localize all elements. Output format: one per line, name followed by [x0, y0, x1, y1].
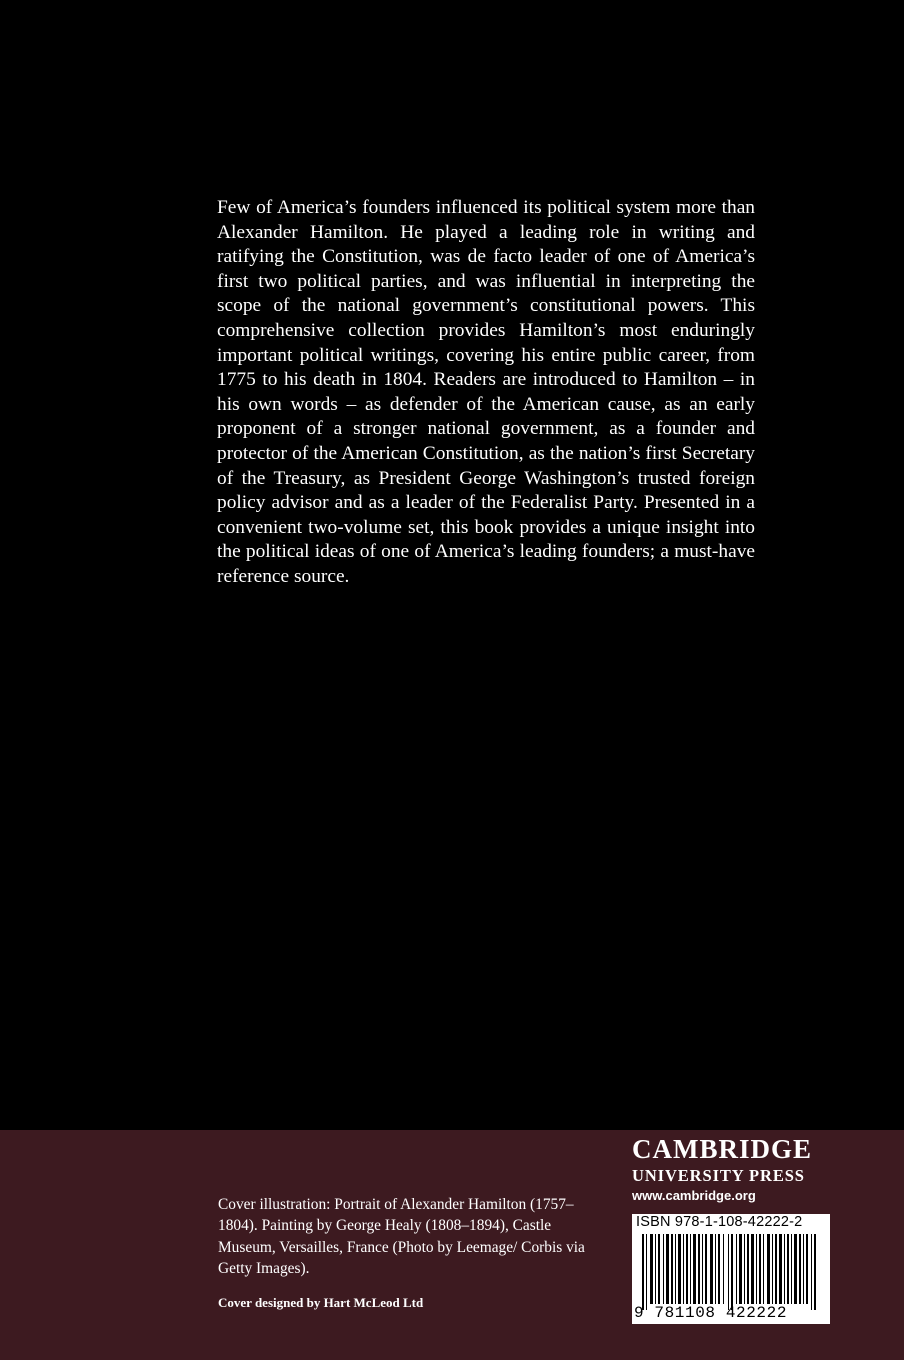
cover-illustration-credit: Cover illustration: Portrait of Alexander Hamilton (1757–1804). Painting by George Healy (1808–1894), Castle Museum, Versailles, France (Photo by Leemage/ Corbis via Getty Images).	[218, 1196, 585, 1278]
publisher-subtitle: UNIVERSITY PRESS	[632, 1166, 805, 1185]
back-cover-band	[0, 1130, 904, 1360]
cover-designer-credit: Cover designed by Hart McLeod Ltd	[218, 1295, 424, 1310]
barcode	[632, 1214, 830, 1324]
publisher-name: CAMBRIDGE	[632, 1134, 813, 1164]
isbn-number: ISBN 978-1-108-42222-2	[636, 1214, 803, 1230]
barcode-digits: 9 781108 422222	[634, 1304, 788, 1322]
publisher-url: www.cambridge.org	[632, 1188, 756, 1203]
book-description: Few of America’s founders influenced its political system more than Alexander Hamilton. He played a leading role in writing and ratifying the Constitution, was de facto leader of one of America’s first two political parties, and was influential in interpreting the scope of the national government’s constitutional powers. This comprehensive collection provides Hamilton’s most enduringly important political writings, covering his entire public career, from 1775 to his death in 1804. Readers are introduced to Hamilton – in his own words – as defender of the American cause, as an early proponent of a stronger national government, as a founder and protector of the American Constitution, as the nation’s first Secretary of the Treasury, as President George Washington’s trusted foreign policy advisor and as a leader of the Federalist Party. Presented in a convenient two-volume set, this book provides a unique insight into the political ideas of one of America’s leading founders; a must-have reference source.	[217, 197, 755, 587]
